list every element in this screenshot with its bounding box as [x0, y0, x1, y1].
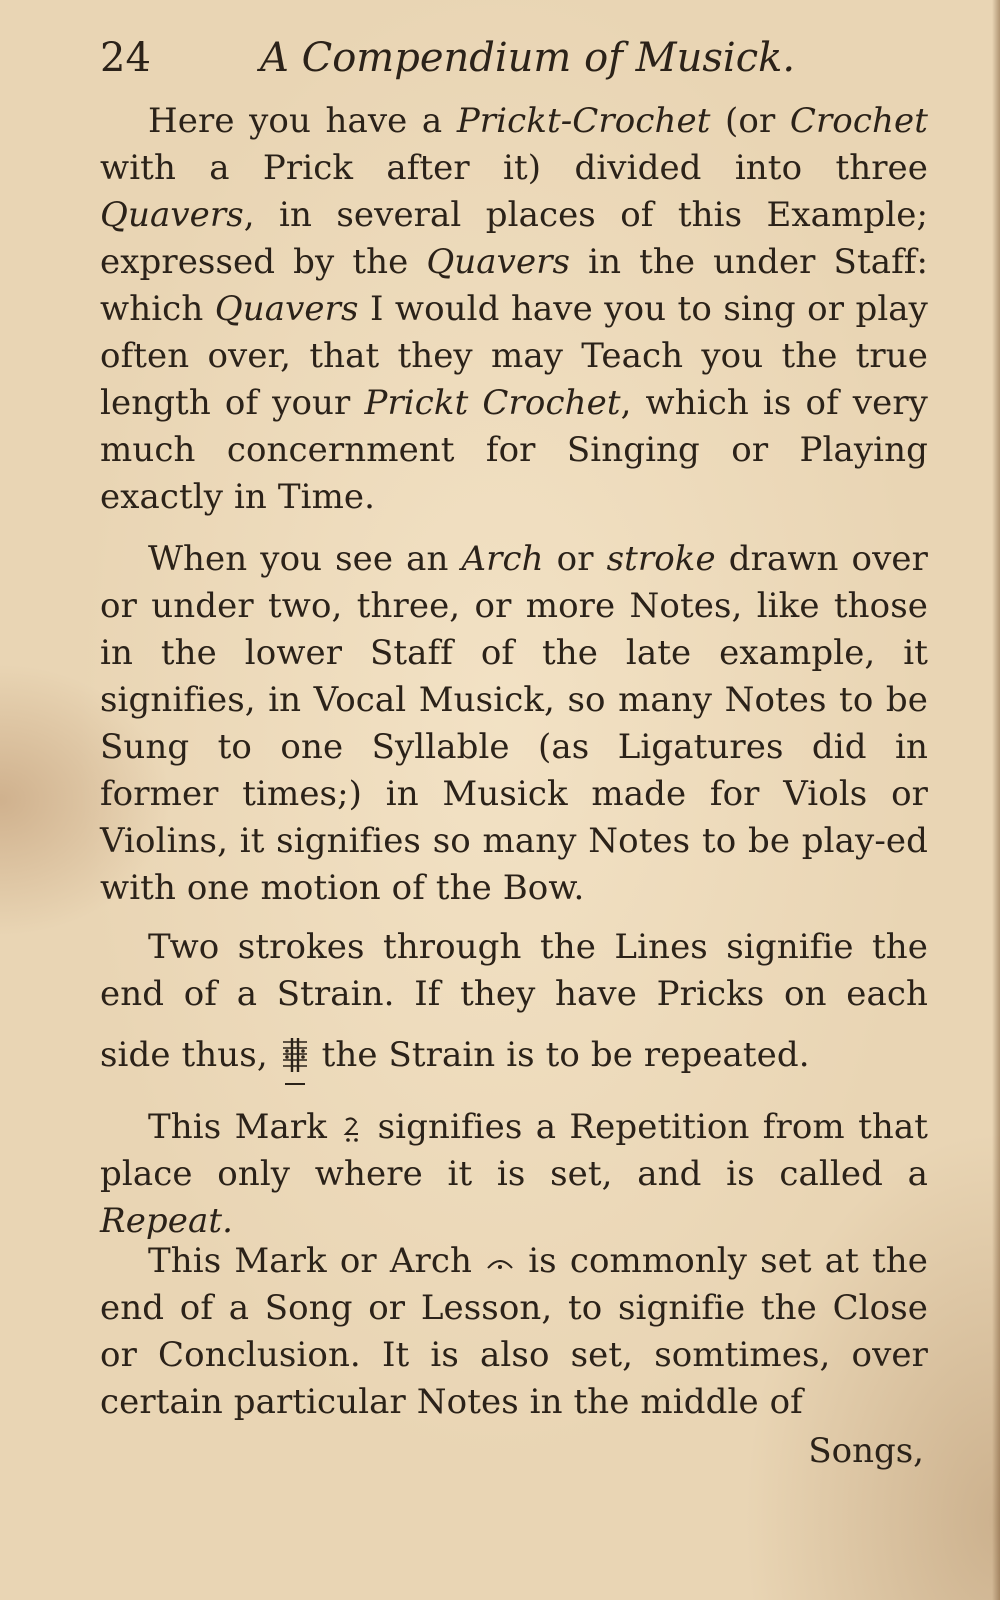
- term-prickt-crochet: Prickt Crochet: [364, 383, 621, 423]
- running-head: [100, 18, 940, 98]
- text-run: drawn over or under two, three, or more Notes, like those in the lower Staff of the late example, it signifies, in Vocal Musick, so many Notes to be Sung to one Syllable (as Ligatures did in former times;) in Musick made for Viols or Violins, it signifies so many Notes to be play-ed with one motion of the Bow.: [100, 539, 928, 908]
- paragraph-arch-stroke: [100, 536, 928, 912]
- text-run: When you see an: [148, 539, 462, 579]
- paragraph-pricked-crochet: [100, 98, 928, 521]
- page-title: A Compendium of Musick.: [260, 35, 796, 81]
- term-arch: Arch: [461, 539, 544, 579]
- term-quavers: Quavers: [100, 195, 244, 235]
- repeat-mark-icon: [340, 1114, 364, 1144]
- text-run: (or: [710, 101, 790, 141]
- text-run: I would have you to sing or play often over, that they may Teach you the true length of your: [100, 289, 928, 423]
- fermata-arch-icon: [485, 1252, 515, 1274]
- catchword: Songs,: [808, 1431, 924, 1471]
- text-run: Here you have a: [148, 101, 457, 141]
- page-edge-shadow: [992, 0, 1000, 1600]
- text-run: signifies a Repetition from that place only where it is set, and is called a: [100, 1107, 928, 1194]
- repeat-strain-sign-icon: [279, 1018, 311, 1096]
- text-run: or: [543, 539, 607, 579]
- term-stroke: stroke: [606, 539, 716, 579]
- text-run: , in several places of this Example; expressed by the: [100, 195, 928, 282]
- page-number: 24: [100, 35, 151, 81]
- text-run: in the under Staff: which: [100, 242, 929, 329]
- term-quavers: Quavers: [214, 289, 359, 329]
- term-quavers: Quavers: [426, 242, 571, 282]
- term-repeat: Repeat.: [100, 1201, 234, 1241]
- paragraph-repeat: [100, 1104, 928, 1245]
- paragraph-close: [100, 1238, 928, 1426]
- text-run: the Strain is to be repeated.: [310, 1035, 810, 1075]
- text-run: Two strokes through the Lines signifie the end of a Strain. If they have Pricks on each side thus,: [100, 927, 928, 1075]
- paragraph-strain: [100, 924, 928, 1096]
- text-run: with a Prick after it) divided into three: [100, 148, 928, 188]
- text-run: This Mark: [148, 1107, 327, 1147]
- book-page: [100, 18, 940, 1588]
- text-run: is commonly set at the end of a Song or Lesson, to signifie the Close or Conclusion. It is also set, somtimes, over certain particular Notes in the middle of: [100, 1241, 928, 1422]
- term-crochet: Crochet: [789, 101, 928, 141]
- text-run: , which is of very much concernment for Singing or Playing exactly in Time.: [100, 383, 928, 517]
- text-run: This Mark or Arch: [148, 1241, 472, 1281]
- term-prickt-crochet: Prickt-Crochet: [456, 101, 711, 141]
